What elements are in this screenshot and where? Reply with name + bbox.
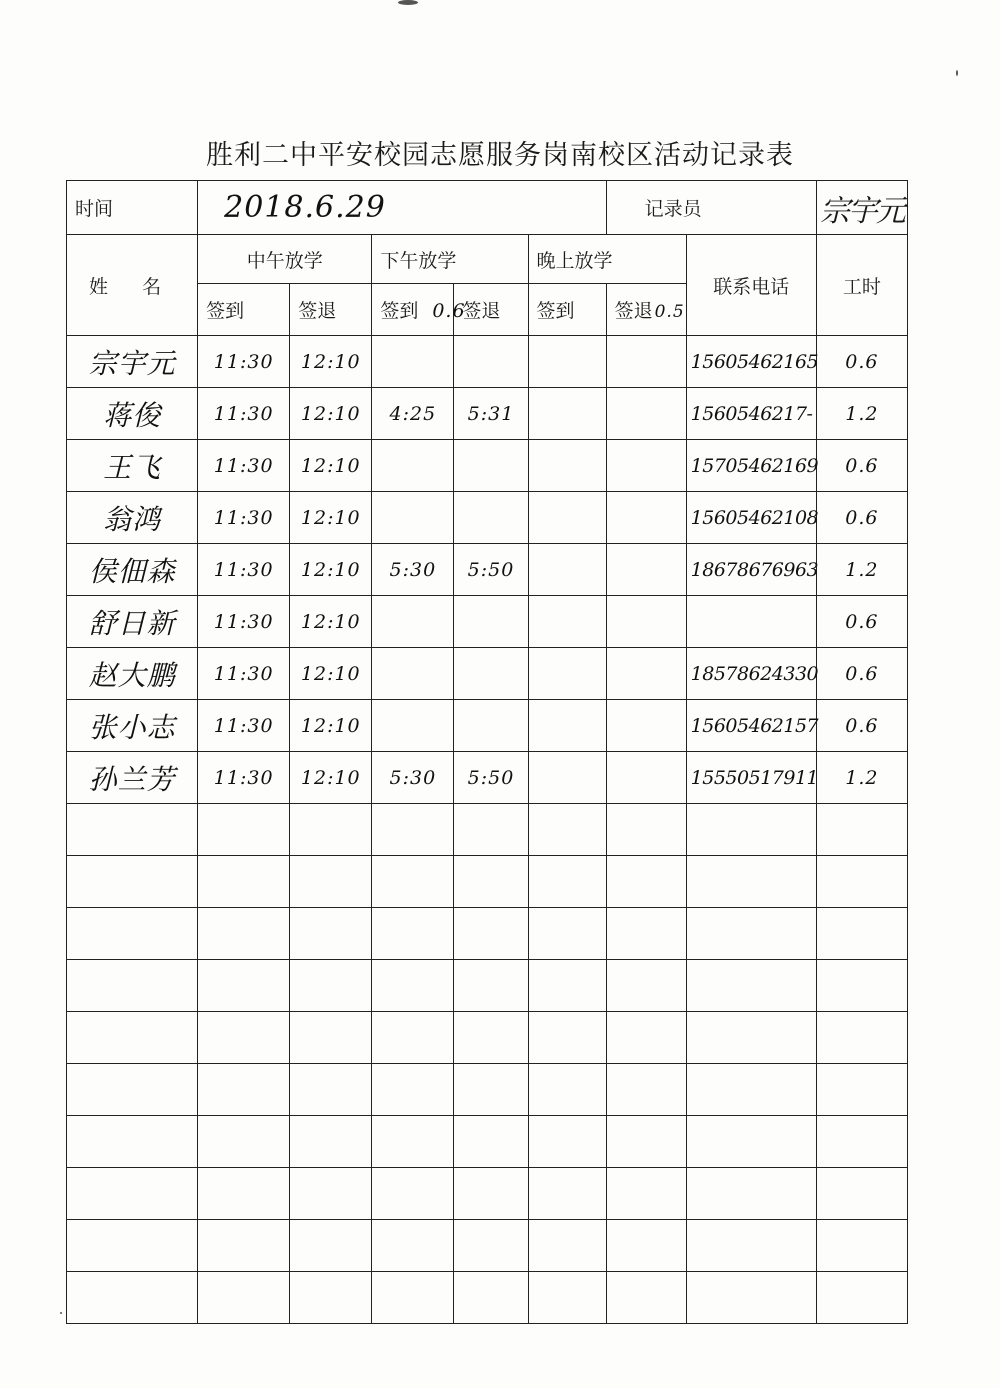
- cell-eve-in: [528, 1272, 606, 1324]
- activity-record-table: [66, 180, 908, 1324]
- cell-eve-in: [528, 752, 606, 804]
- cell-noon-out: 12:10: [290, 544, 372, 596]
- cell-phone: 15705462169: [686, 440, 816, 492]
- cell-eve-in: [528, 908, 606, 960]
- cell-noon-in: [198, 960, 290, 1012]
- col-phone-header: 联系电话: [686, 235, 816, 336]
- table-row: [67, 388, 908, 440]
- cell-name: [67, 1064, 198, 1116]
- cell-hours: [816, 804, 907, 856]
- cell-eve-in: [528, 440, 606, 492]
- cell-phone: [686, 1116, 816, 1168]
- cell-noon-out: [290, 1272, 372, 1324]
- eve-sign-in-header: 签到: [528, 284, 606, 336]
- cell-pm-in: [372, 440, 454, 492]
- cell-eve-out: [606, 1168, 686, 1220]
- cell-pm-in: 5:30: [372, 544, 454, 596]
- cell-name: [67, 804, 198, 856]
- cell-name: [67, 856, 198, 908]
- cell-pm-out: [454, 1220, 528, 1272]
- table-row: [67, 856, 908, 908]
- cell-pm-out: [454, 440, 528, 492]
- table-row: [67, 752, 908, 804]
- cell-pm-out: [454, 336, 528, 388]
- cell-noon-out: 12:10: [290, 596, 372, 648]
- cell-phone: [686, 908, 816, 960]
- cell-name: 孙兰芳: [67, 752, 198, 804]
- col-evening-header: 晚上放学: [528, 235, 686, 284]
- cell-pm-out: [454, 1012, 528, 1064]
- cell-hours: [816, 1012, 907, 1064]
- table-row: [67, 440, 908, 492]
- table-row: [67, 544, 908, 596]
- cell-pm-in: [372, 1064, 454, 1116]
- cell-noon-out: [290, 856, 372, 908]
- cell-noon-in: [198, 856, 290, 908]
- cell-pm-in: [372, 1116, 454, 1168]
- cell-noon-out: 12:10: [290, 440, 372, 492]
- cell-name: 赵大鹏: [67, 648, 198, 700]
- cell-phone: 18578624330: [686, 648, 816, 700]
- cell-eve-in: [528, 1116, 606, 1168]
- cell-eve-out: [606, 388, 686, 440]
- form-title: 胜利二中平安校园志愿服务岗南校区活动记录表: [206, 140, 794, 171]
- stray-mark: 0.6: [432, 300, 466, 322]
- cell-eve-out: [606, 492, 686, 544]
- cell-pm-in: [372, 908, 454, 960]
- table-row: [67, 1220, 908, 1272]
- cell-eve-in: [528, 648, 606, 700]
- cell-hours: [816, 1064, 907, 1116]
- noon-sign-out-header: 签退: [290, 284, 372, 336]
- cell-pm-in: [372, 700, 454, 752]
- cell-phone: [686, 1064, 816, 1116]
- cell-name: 舒日新: [67, 596, 198, 648]
- cell-phone: [686, 1012, 816, 1064]
- cell-eve-in: [528, 388, 606, 440]
- cell-noon-out: 12:10: [290, 336, 372, 388]
- cell-phone: [686, 960, 816, 1012]
- cell-noon-out: [290, 908, 372, 960]
- cell-hours: [816, 1116, 907, 1168]
- col-noon-header: 中午放学: [198, 235, 372, 284]
- cell-noon-in: [198, 804, 290, 856]
- stray-mark: 0.5: [654, 302, 685, 322]
- cell-eve-out: [606, 1272, 686, 1324]
- cell-noon-out: [290, 1012, 372, 1064]
- cell-noon-out: 12:10: [290, 492, 372, 544]
- table-row: [67, 960, 908, 1012]
- recorder-label: 记录员: [606, 181, 816, 235]
- table-row: [67, 908, 908, 960]
- cell-eve-out: [606, 856, 686, 908]
- date-value: 2018.6.29: [198, 181, 606, 235]
- cell-noon-in: 11:30: [198, 492, 290, 544]
- cell-noon-out: [290, 1064, 372, 1116]
- cell-hours: [816, 1220, 907, 1272]
- cell-eve-in: [528, 596, 606, 648]
- cell-pm-in: [372, 1168, 454, 1220]
- cell-pm-out: [454, 1272, 528, 1324]
- cell-name: [67, 1168, 198, 1220]
- cell-noon-out: 12:10: [290, 388, 372, 440]
- cell-phone: 15605462165: [686, 336, 816, 388]
- cell-noon-in: [198, 908, 290, 960]
- cell-eve-out: [606, 440, 686, 492]
- cell-pm-out: [454, 648, 528, 700]
- cell-noon-in: 11:30: [198, 700, 290, 752]
- cell-hours: [816, 856, 907, 908]
- cell-pm-out: [454, 908, 528, 960]
- cell-pm-in: 5:30: [372, 752, 454, 804]
- cell-eve-in: [528, 336, 606, 388]
- cell-eve-in: [528, 492, 606, 544]
- cell-eve-out: [606, 1116, 686, 1168]
- cell-phone: 15605462157: [686, 700, 816, 752]
- cell-hours: [816, 908, 907, 960]
- cell-hours: [816, 1168, 907, 1220]
- cell-eve-in: [528, 804, 606, 856]
- time-label: 时间: [67, 181, 198, 235]
- cell-phone: [686, 856, 816, 908]
- cell-noon-out: 12:10: [290, 752, 372, 804]
- cell-noon-out: 12:10: [290, 700, 372, 752]
- cell-noon-in: 11:30: [198, 752, 290, 804]
- cell-pm-in: [372, 336, 454, 388]
- cell-pm-out: [454, 596, 528, 648]
- cell-eve-out: [606, 544, 686, 596]
- cell-eve-out: [606, 648, 686, 700]
- cell-name: [67, 908, 198, 960]
- cell-name: [67, 1220, 198, 1272]
- cell-pm-out: [454, 856, 528, 908]
- cell-eve-in: [528, 960, 606, 1012]
- cell-pm-in: [372, 492, 454, 544]
- recorder-value: [816, 181, 907, 235]
- cell-hours: 1.2: [816, 752, 907, 804]
- table-row: [67, 1012, 908, 1064]
- cell-noon-out: [290, 1220, 372, 1272]
- cell-noon-in: [198, 1012, 290, 1064]
- pm-sign-out-header: 签退: [454, 284, 528, 336]
- cell-pm-in: [372, 1272, 454, 1324]
- cell-pm-out: [454, 1064, 528, 1116]
- cell-eve-in: [528, 1168, 606, 1220]
- cell-noon-out: [290, 1168, 372, 1220]
- cell-noon-in: [198, 1220, 290, 1272]
- cell-eve-out: [606, 960, 686, 1012]
- cell-pm-out: [454, 1116, 528, 1168]
- cell-eve-in: [528, 700, 606, 752]
- cell-hours: [816, 960, 907, 1012]
- cell-name: 张小志: [67, 700, 198, 752]
- cell-phone: 1560546217-: [686, 388, 816, 440]
- cell-phone: [686, 1272, 816, 1324]
- cell-hours: 1.2: [816, 544, 907, 596]
- cell-phone: [686, 1220, 816, 1272]
- table-row: [67, 1116, 908, 1168]
- cell-pm-out: 5:50: [454, 544, 528, 596]
- col-afternoon-header: 下午放学: [372, 235, 528, 284]
- cell-noon-in: [198, 1168, 290, 1220]
- cell-hours: 1.2: [816, 388, 907, 440]
- cell-noon-in: 11:30: [198, 544, 290, 596]
- recorder-signature: 宗宇元: [819, 193, 904, 229]
- cell-name: 宗宇元: [67, 336, 198, 388]
- cell-phone: [686, 804, 816, 856]
- cell-name: 侯佃森: [67, 544, 198, 596]
- cell-pm-in: 4:25: [372, 388, 454, 440]
- cell-phone: 15605462108: [686, 492, 816, 544]
- cell-pm-out: [454, 492, 528, 544]
- pm-sign-in-header: 签到 0.6: [372, 284, 454, 336]
- cell-phone: [686, 1168, 816, 1220]
- cell-eve-in: [528, 1064, 606, 1116]
- cell-pm-out: [454, 700, 528, 752]
- cell-pm-in: [372, 1220, 454, 1272]
- cell-pm-in: [372, 1012, 454, 1064]
- cell-hours: 0.6: [816, 336, 907, 388]
- col-hours-header: 工时: [816, 235, 907, 336]
- cell-noon-out: [290, 804, 372, 856]
- table-row: [67, 336, 908, 388]
- cell-noon-in: 11:30: [198, 336, 290, 388]
- cell-eve-in: [528, 1220, 606, 1272]
- cell-pm-in: [372, 960, 454, 1012]
- cell-hours: [816, 1272, 907, 1324]
- cell-pm-in: [372, 804, 454, 856]
- cell-hours: 0.6: [816, 440, 907, 492]
- cell-noon-out: 12:10: [290, 648, 372, 700]
- cell-eve-out: [606, 700, 686, 752]
- cell-pm-out: 5:50: [454, 752, 528, 804]
- table-row: [67, 492, 908, 544]
- cell-noon-out: [290, 960, 372, 1012]
- cell-phone: [686, 596, 816, 648]
- table-row: [67, 648, 908, 700]
- noon-sign-in-header: 签到: [198, 284, 290, 336]
- cell-pm-out: [454, 1168, 528, 1220]
- cell-pm-in: [372, 596, 454, 648]
- cell-name: [67, 1272, 198, 1324]
- cell-pm-in: [372, 648, 454, 700]
- table-row: [67, 1064, 908, 1116]
- cell-pm-in: [372, 856, 454, 908]
- cell-eve-out: [606, 1220, 686, 1272]
- cell-noon-in: [198, 1116, 290, 1168]
- cell-phone: 18678676963: [686, 544, 816, 596]
- cell-eve-in: [528, 1012, 606, 1064]
- cell-hours: 0.6: [816, 596, 907, 648]
- cell-hours: 0.6: [816, 700, 907, 752]
- cell-pm-out: 5:31: [454, 388, 528, 440]
- cell-name: [67, 1012, 198, 1064]
- cell-eve-out: [606, 752, 686, 804]
- cell-eve-out: [606, 804, 686, 856]
- cell-noon-in: 11:30: [198, 388, 290, 440]
- cell-pm-out: [454, 960, 528, 1012]
- cell-eve-out: [606, 336, 686, 388]
- cell-hours: 0.6: [816, 492, 907, 544]
- eve-sign-out-header: 签退 0.5: [606, 284, 686, 336]
- cell-pm-out: [454, 804, 528, 856]
- table-row: [67, 700, 908, 752]
- cell-eve-in: [528, 856, 606, 908]
- table-row: [67, 1168, 908, 1220]
- cell-hours: 0.6: [816, 648, 907, 700]
- cell-noon-in: 11:30: [198, 596, 290, 648]
- col-name-header: 姓 名: [67, 235, 198, 336]
- cell-eve-out: [606, 1064, 686, 1116]
- cell-eve-out: [606, 908, 686, 960]
- table-row: [67, 596, 908, 648]
- cell-name: [67, 960, 198, 1012]
- cell-eve-out: [606, 1012, 686, 1064]
- cell-name: 王飞: [67, 440, 198, 492]
- table-row: [67, 1272, 908, 1324]
- cell-phone: 15550517911: [686, 752, 816, 804]
- cell-name: 蒋俊: [67, 388, 198, 440]
- cell-noon-in: 11:30: [198, 440, 290, 492]
- cell-eve-out: [606, 596, 686, 648]
- cell-name: [67, 1116, 198, 1168]
- cell-noon-in: 11:30: [198, 648, 290, 700]
- cell-noon-out: [290, 1116, 372, 1168]
- cell-eve-in: [528, 544, 606, 596]
- cell-noon-in: [198, 1272, 290, 1324]
- cell-name: 翁鸿: [67, 492, 198, 544]
- table-row: [67, 804, 908, 856]
- cell-noon-in: [198, 1064, 290, 1116]
